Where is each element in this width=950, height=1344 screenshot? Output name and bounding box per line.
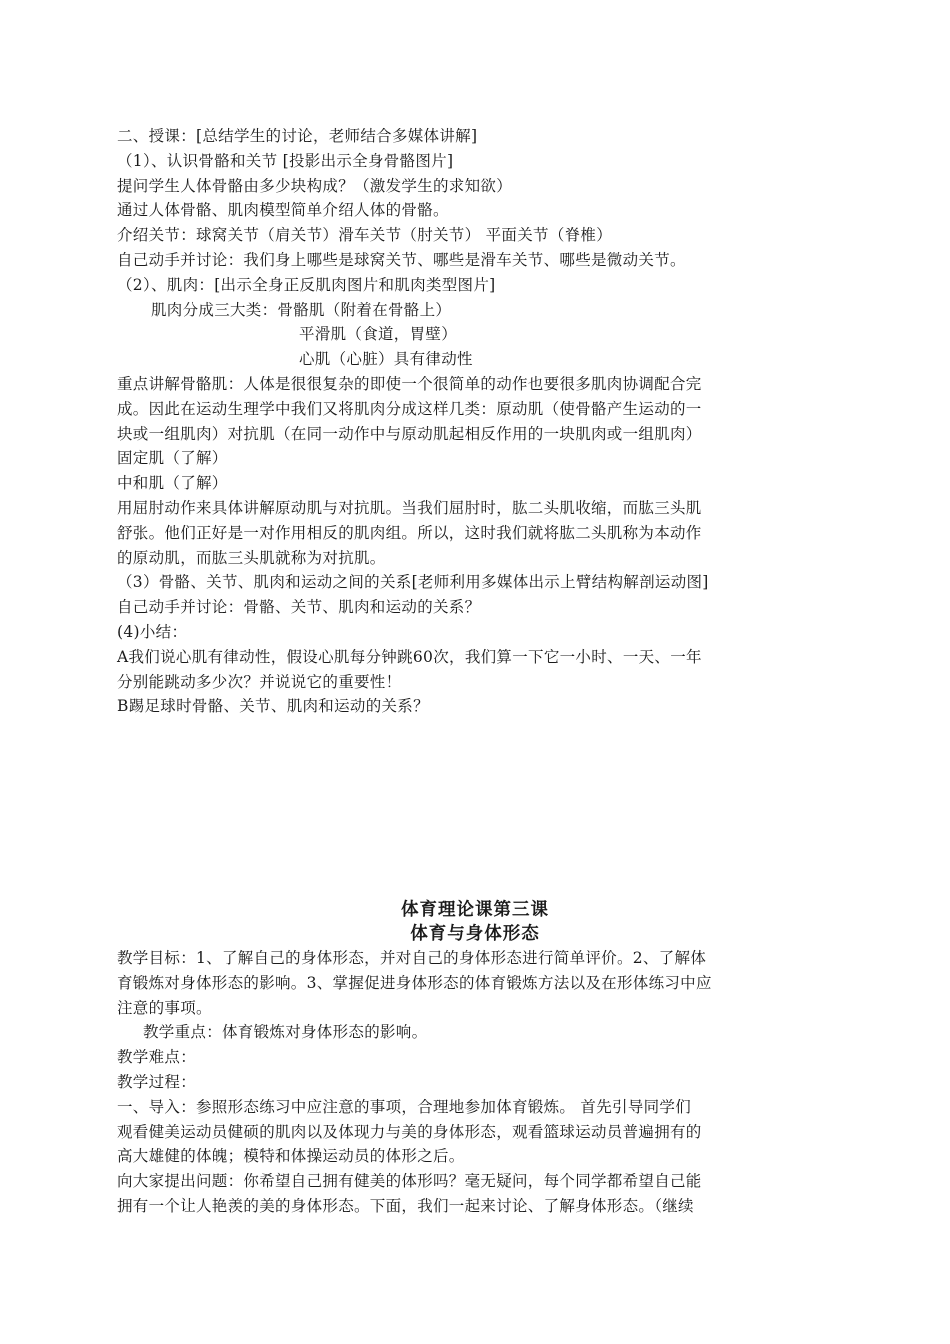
text-line: 育锻炼对身体形态的影响。3、掌握促进身体形态的体育锻炼方法以及在形体练习中应	[117, 973, 712, 992]
text-line: 向大家提出问题：你希望自己拥有健美的体形吗？毫无疑问，每个同学都希望自己能	[117, 1172, 702, 1191]
text-line: A我们说心肌有律动性，假设心肌每分钟跳60次，我们算一下它一小时、一天、一年	[117, 647, 702, 666]
text-line: 拥有一个让人艳羡的美的身体形态。下面，我们一起来讨论、了解身体形态。（继续	[117, 1196, 694, 1215]
text-line: 注意的事项。	[117, 998, 212, 1017]
subsection-bones-joints: （1）、认识骨骼和关节 [投影出示全身骨骼图片]	[117, 151, 454, 170]
text-line: 提问学生人体骨骼由多少块构成？（激发学生的求知欲）	[117, 176, 513, 195]
summary-heading: (4)小结：	[117, 622, 188, 641]
lesson-subtitle: 体育与身体形态	[410, 924, 540, 944]
text-line: 高大雄健的体魄；模特和体操运动员的体形之后。	[117, 1147, 465, 1166]
muscle-type-smooth: 平滑肌（食道，胃壁）	[299, 325, 458, 344]
subsection-relationship: （3）骨骼、关节、肌肉和运动之间的关系[老师利用多媒体出示上臂结构解剖运动图]	[117, 573, 709, 592]
section-heading: 二、授课：[总结学生的讨论，老师结合多媒体讲解]	[117, 127, 478, 145]
text-line: 舒张。他们正好是一对作用相反的肌肉组。所以，这时我们就将肱二头肌称为本动作	[117, 523, 702, 542]
text-line: 块或一组肌肉）对抗肌（在同一动作中与原动肌起相反作用的一块肌肉或一组肌肉）	[117, 424, 702, 443]
teaching-difficulty: 教学难点：	[117, 1048, 197, 1067]
text-line: 中和肌（了解）	[117, 474, 228, 493]
lesson-title: 体育理论课第三课	[401, 900, 549, 920]
subsection-muscles: （2）、肌肉：[出示全身正反肌肉图片和肌肉类型图片]	[117, 275, 496, 294]
text-line: 的原动肌，而肱三头肌就称为对抗肌。	[117, 548, 386, 567]
text-line: 介绍关节：球窝关节（肩关节）滑车关节（肘关节） 平面关节（脊椎）	[117, 226, 613, 245]
text-line: 分别能跳动多少次？并说说它的重要性！	[117, 672, 402, 691]
text-line: 通过人体骨骼、肌肉模型简单介绍人体的骨骼。	[117, 201, 449, 220]
text-line: 教学目标：1、了解自己的身体形态，并对自己的身体形态进行简单评价。2、了解体	[117, 949, 707, 967]
teaching-section	[117, 124, 837, 719]
teaching-process: 教学过程：	[117, 1072, 197, 1091]
text-line: 重点讲解骨骼肌：人体是很很复杂的即使一个很简单的动作也要很多肌肉协调配合完	[117, 374, 702, 393]
text-line: 用屈肘动作来具体讲解原动肌与对抗肌。当我们屈肘时，肱二头肌收缩，而肱三头肌	[117, 498, 702, 517]
text-line: 固定肌（了解）	[117, 449, 228, 468]
text-line: 观看健美运动员健硕的肌肉以及体现力与美的身体形态，观看篮球运动员普遍拥有的	[117, 1122, 702, 1141]
text-line: 自己动手并讨论：骨骼、关节、肌肉和运动的关系？	[117, 598, 481, 617]
text-line: 一、导入：参照形态练习中应注意的事项，合理地参加体育锻炼。 首先引导同学们	[117, 1097, 692, 1116]
text-line: 成。因此在运动生理学中我们又将肌肉分成这样几类：原动肌（使骨骼产生运动的一	[117, 399, 702, 418]
text-line: B踢足球时骨骼、关节、肌肉和运动的关系？	[117, 697, 429, 716]
muscle-type-skeletal: 肌肉分成三大类：骨骼肌（附着在骨骼上）	[151, 300, 452, 319]
text-line: 自己动手并讨论：我们身上哪些是球窝关节、哪些是滑车关节、哪些是微动关节。	[117, 250, 686, 269]
muscle-type-cardiac: 心肌（心脏）具有律动性	[299, 350, 473, 369]
teaching-focus: 教学重点：体育锻炼对身体形态的影响。	[143, 1023, 428, 1042]
lesson-body	[117, 946, 837, 1219]
